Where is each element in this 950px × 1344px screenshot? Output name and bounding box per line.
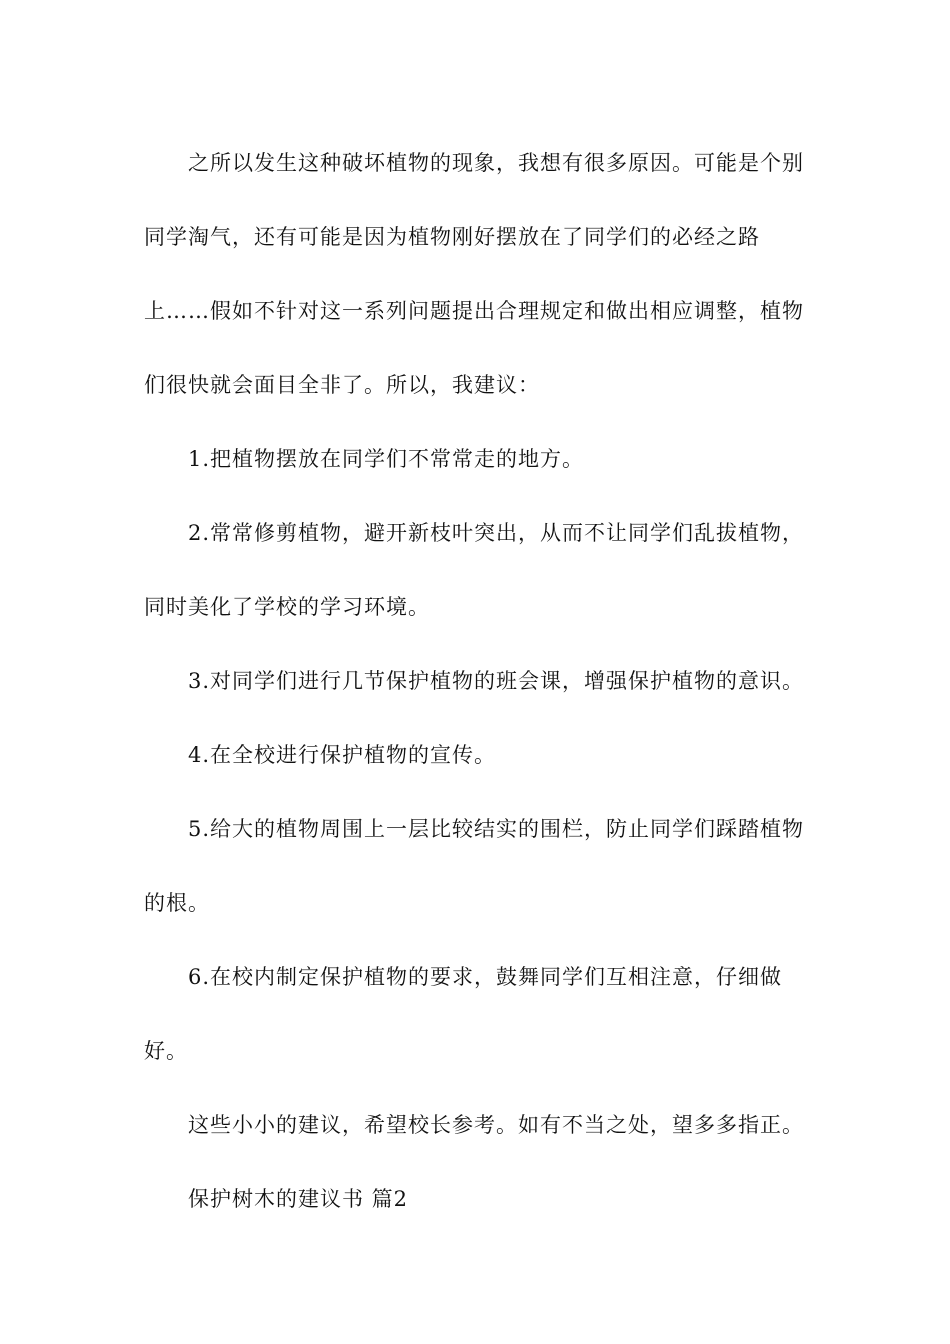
suggestion-5: 5.给大的植物周围上一层比较结实的围栏，防止同学们踩踏植物的根。 (144, 817, 805, 915)
section-heading: 保护树木的建议书 篇2 (188, 1187, 409, 1211)
suggestion-4: 4.在全校进行保护植物的宣传。 (188, 743, 497, 767)
closing-paragraph: 这些小小的建议，希望校长参考。如有不当之处，望多多指正。 (188, 1113, 804, 1137)
document-body (144, 126, 824, 1236)
suggestion-2: 2.常常修剪植物，避开新枝叶突出，从而不让同学们乱拔植物，同时美化了学校的学习环境。 (144, 521, 805, 619)
suggestion-1: 1.把植物摆放在同学们不常常走的地方。 (188, 447, 585, 471)
suggestion-6: 6.在校内制定保护植物的要求，鼓舞同学们互相注意，仔细做好。 (144, 965, 783, 1063)
paragraph-causes: 之所以发生这种破坏植物的现象，我想有很多原因。可能是个别同学淘气，还有可能是因为植物刚好摆放在了同学们的必经之路上……假如不针对这一系列问题提出合理规定和做出相应调整，植物们很快就会面目全非了。所以，我建议： (144, 151, 804, 397)
suggestion-3: 3.对同学们进行几节保护植物的班会课，增强保护植物的意识。 (188, 669, 805, 693)
